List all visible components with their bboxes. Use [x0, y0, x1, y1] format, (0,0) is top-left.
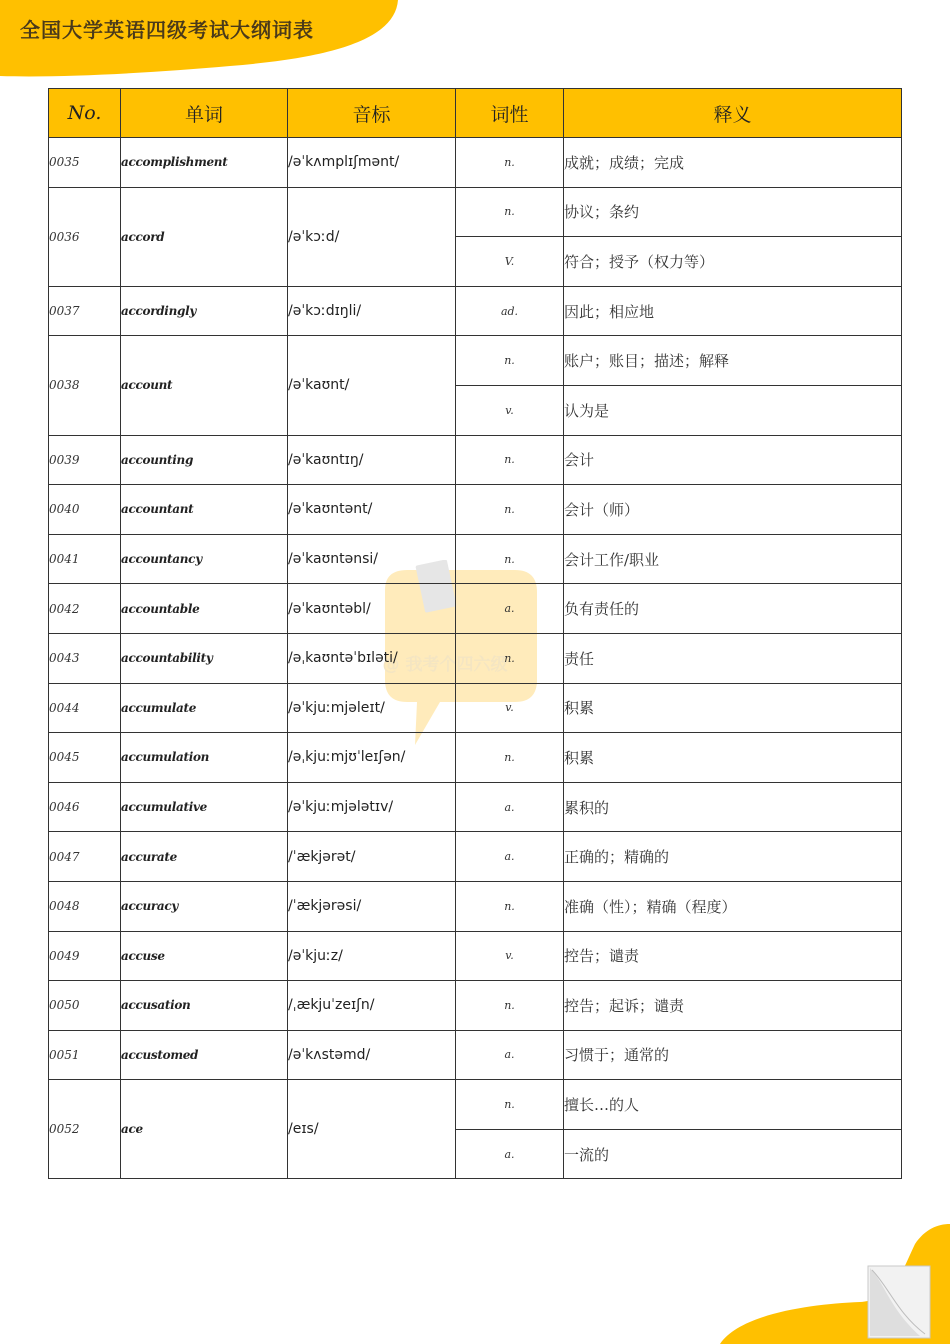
entry-pos: n.	[456, 336, 564, 386]
table-row	[49, 683, 902, 733]
entry-number: 0042	[49, 584, 121, 634]
entry-phonetic: /əˈkaʊnt/	[288, 336, 456, 435]
table-row	[49, 286, 902, 336]
entry-word: accumulate	[121, 683, 288, 733]
entry-word: accumulation	[121, 733, 288, 783]
table-header-row	[49, 89, 902, 138]
entry-pos: n.	[456, 981, 564, 1031]
entry-definition: 习惯于；通常的	[564, 1030, 902, 1080]
entry-pos: a.	[456, 1030, 564, 1080]
entry-number: 0035	[49, 138, 121, 188]
entry-definition: 认为是	[564, 385, 902, 435]
vocab-table	[48, 88, 902, 1179]
entry-word: accountant	[121, 485, 288, 535]
column-header-word: 单词	[121, 89, 288, 138]
entry-pos: n.	[456, 485, 564, 535]
column-header-definition: 释义	[564, 89, 902, 138]
page-curl-icon	[868, 1266, 930, 1338]
entry-phonetic: /əˈkjuːmjəleɪt/	[288, 683, 456, 733]
entry-definition: 累积的	[564, 782, 902, 832]
entry-number: 0038	[49, 336, 121, 435]
corner-decoration	[720, 1224, 950, 1344]
entry-phonetic: /əˈkʌstəmd/	[288, 1030, 456, 1080]
entry-definition: 成就；成绩；完成	[564, 138, 902, 188]
entry-definition: 一流的	[564, 1129, 902, 1179]
entry-word: accord	[121, 187, 288, 286]
table-row	[49, 1080, 902, 1130]
entry-pos: n.	[456, 187, 564, 237]
entry-word: accustomed	[121, 1030, 288, 1080]
table-row	[49, 1030, 902, 1080]
entry-number: 0036	[49, 187, 121, 286]
entry-definition: 会计	[564, 435, 902, 485]
entry-word: accusation	[121, 981, 288, 1031]
entry-phonetic: /ˌækjuˈzeɪʃn/	[288, 981, 456, 1031]
entry-word: accordingly	[121, 286, 288, 336]
table-row	[49, 931, 902, 981]
entry-number: 0040	[49, 485, 121, 535]
table-row	[49, 832, 902, 882]
table-row	[49, 981, 902, 1031]
entry-pos: v.	[456, 683, 564, 733]
entry-number: 0048	[49, 881, 121, 931]
entry-pos: a.	[456, 782, 564, 832]
entry-phonetic: /ˈækjərət/	[288, 832, 456, 882]
entry-definition: 会计（师）	[564, 485, 902, 535]
page-title: 全国大学英语四级考试大纲词表	[20, 18, 314, 42]
entry-pos: v.	[456, 385, 564, 435]
table-row	[49, 782, 902, 832]
entry-word: accountable	[121, 584, 288, 634]
table-row	[49, 584, 902, 634]
table-row	[49, 733, 902, 783]
entry-word: accumulative	[121, 782, 288, 832]
entry-pos: v.	[456, 931, 564, 981]
entry-definition: 负有责任的	[564, 584, 902, 634]
entry-phonetic: /əˈkjuːz/	[288, 931, 456, 981]
table-row	[49, 138, 902, 188]
watermark-text: @ 我考个四六级	[382, 655, 508, 675]
entry-definition: 会计工作/职业	[564, 534, 902, 584]
entry-definition: 正确的；精确的	[564, 832, 902, 882]
entry-pos: a.	[456, 584, 564, 634]
table-row	[49, 881, 902, 931]
entry-word: account	[121, 336, 288, 435]
entry-number: 0047	[49, 832, 121, 882]
entry-word: accomplishment	[121, 138, 288, 188]
table-row	[49, 336, 902, 386]
entry-pos: n.	[456, 534, 564, 584]
entry-pos: a.	[456, 832, 564, 882]
entry-pos: n.	[456, 733, 564, 783]
entry-phonetic: /əˈkaʊntɪŋ/	[288, 435, 456, 485]
table-row	[49, 435, 902, 485]
column-header-phonetic: 音标	[288, 89, 456, 138]
column-header-pos: 词性	[456, 89, 564, 138]
entry-phonetic: /əˈkjuːmjələtɪv/	[288, 782, 456, 832]
entry-phonetic: /əˌkaʊntəˈbɪləti/	[288, 633, 456, 683]
entry-pos: n.	[456, 633, 564, 683]
table-row	[49, 534, 902, 584]
entry-definition: 积累	[564, 683, 902, 733]
entry-definition: 符合；授予（权力等）	[564, 237, 902, 287]
entry-pos: a.	[456, 1129, 564, 1179]
entry-phonetic: /əˈkɔːdɪŋli/	[288, 286, 456, 336]
entry-word: accountancy	[121, 534, 288, 584]
entry-word: accountability	[121, 633, 288, 683]
entry-word: accounting	[121, 435, 288, 485]
entry-pos: n.	[456, 435, 564, 485]
entry-pos: V.	[456, 237, 564, 287]
entry-definition: 准确（性）；精确（程度）	[564, 881, 902, 931]
entry-number: 0037	[49, 286, 121, 336]
column-header-no: No.	[49, 89, 121, 138]
entry-number: 0041	[49, 534, 121, 584]
entry-pos: n.	[456, 138, 564, 188]
entry-number: 0049	[49, 931, 121, 981]
entry-number: 0045	[49, 733, 121, 783]
entry-pos: ad.	[456, 286, 564, 336]
entry-number: 0043	[49, 633, 121, 683]
entry-phonetic: /əˈkɔːd/	[288, 187, 456, 286]
table-row	[49, 485, 902, 535]
entry-word: accuse	[121, 931, 288, 981]
entry-phonetic: /əˈkaʊntənsi/	[288, 534, 456, 584]
entry-word: accurate	[121, 832, 288, 882]
entry-number: 0051	[49, 1030, 121, 1080]
table-row	[49, 633, 902, 683]
entry-definition: 协议；条约	[564, 187, 902, 237]
entry-number: 0039	[49, 435, 121, 485]
entry-phonetic: /əˈkaʊntəbl/	[288, 584, 456, 634]
table-row	[49, 187, 902, 237]
entry-word: accuracy	[121, 881, 288, 931]
entry-phonetic: /əˈkaʊntənt/	[288, 485, 456, 535]
entry-definition: 控告；谴责	[564, 931, 902, 981]
entry-phonetic: /əˌkjuːmjʊˈleɪʃən/	[288, 733, 456, 783]
entry-phonetic: /əˈkʌmplɪʃmənt/	[288, 138, 456, 188]
entry-number: 0044	[49, 683, 121, 733]
entry-definition: 因此；相应地	[564, 286, 902, 336]
entry-pos: n.	[456, 1080, 564, 1130]
entry-phonetic: /eɪs/	[288, 1080, 456, 1179]
entry-definition: 责任	[564, 633, 902, 683]
entry-phonetic: /ˈækjərəsi/	[288, 881, 456, 931]
entry-word: ace	[121, 1080, 288, 1179]
entry-pos: n.	[456, 881, 564, 931]
entry-number: 0050	[49, 981, 121, 1031]
entry-definition: 控告；起诉；谴责	[564, 981, 902, 1031]
entry-definition: 账户；账目；描述；解释	[564, 336, 902, 386]
entry-number: 0052	[49, 1080, 121, 1179]
entry-definition: 积累	[564, 733, 902, 783]
entry-number: 0046	[49, 782, 121, 832]
entry-definition: 擅长…的人	[564, 1080, 902, 1130]
